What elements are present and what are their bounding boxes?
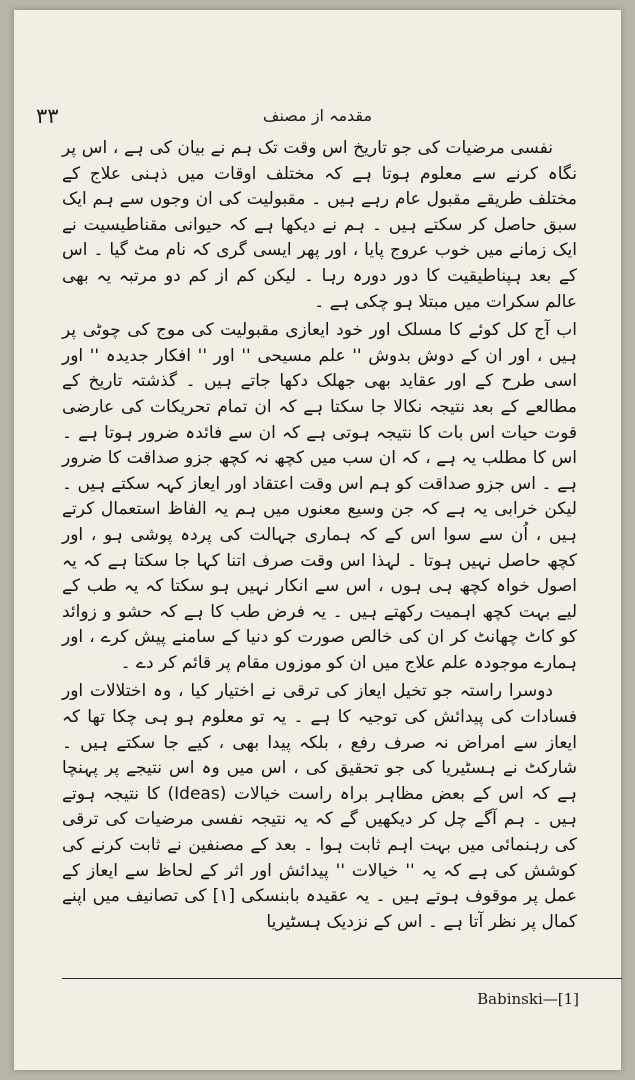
book-page — [14, 10, 621, 1070]
page-header — [14, 104, 621, 132]
footnote: Babinski—[1] — [477, 990, 579, 1008]
page-number: ۳۳ — [36, 104, 59, 128]
running-head: مقدمہ از مصنف — [262, 106, 373, 125]
body-text — [62, 136, 577, 935]
paragraph-2: اب آج کل کوئے کا مسلک اور خود ایعازی مقبولیت کی موج کی چوٹی پر ہیں ، اور ان کے دوش بدوش '' علم مسیحی '' اور '' افکار جدیدہ '' اور اسی طرح کے اور عقاید بھی جھلک دکھا جاتے ہیں ۔ گذشتہ تاریخ کے مطالعے کے بعد نتیجہ نکالا جا سکتا ہے کہ ان تمام تحریکات کی عارضی قوت حیات اس بات کا نتیجہ ہوتی ہے کہ ان سے فائدہ ضرور ہوتا ہے ۔ اس کا مطلب یہ ہے ، کہ ان سب میں کچھ نہ کچھ جزو صداقت کا ضرور ہے ۔ اس جزو صداقت کو ہم اس وقت اعتقاد اور ایعاز کہہ سکتے ہیں ۔ لیکن خرابی یہ ہے کہ جن وسیع معنوں میں ہم یہ الفاظ استعمال کرتے ہیں ، اُن سے سوا اس کے کہ ہماری جہالت کی پردہ پوشی ہو ، اور کچھ حاصل نہیں ہوتا ۔ لہذا اس وقت صرف اتنا کہا جا سکتا ہے کہ یہ اصول خواہ کچھ ہی ہوں ، اس سے انکار نہیں ہو سکتا کہ یہ طب کے لیے بہت کچھ اہمیت رکھتے ہیں ۔ یہ فرض طب کا ہے کہ حشو و زوائد کو کاٹ چھانٹ کر ان کی خالص صورت کو دنیا کے سامنے پیش کرے ، اور ہمارے موجودہ علم علاج میں ان کو موزوں مقام پر قائم کر دے ۔ — [62, 320, 577, 673]
paragraph-1: نفسی مرضیات کی جو تاریخ اس وقت تک ہم نے بیان کی ہے ، اس پر نگاہ کرنے سے معلوم ہوتا ہے کہ مختلف اوقات میں ذہنی علاج کے مختلف طریقے مقبول عام رہے ہیں ۔ مقبولیت کی ان وجوں سے ہم ایک سبق حاصل کر سکتے ہیں ۔ ہم نے دیکھا ہے کہ حیوانی مقناطیسیت نے ایک زمانے میں خوب عروج پایا ، اور پھر ایسی گری کہ نام مٹ گیا ۔ اس کے بعد ہپناطیقیت کا دور دورہ رہا ۔ لیکن کم از کم دو مرتبہ یہ بھی عالم سکرات میں مبتلا ہو چکی ہے ۔ — [62, 138, 577, 312]
paragraph-3: دوسرا راستہ جو تخیل ایعاز کی ترقی نے اختیار کیا ، وہ اختلالات اور فسادات کی پیدائش کی توجیہ کا ہے ۔ یہ تو معلوم ہو ہی چکا تھا کہ ایعاز سے امراض نہ صرف رفع ، بلکہ پیدا بھی ، کیے جا سکتے ہیں ۔ شارکٹ نے ہسٹیریا کی جو تحقیق کی ، اس میں وہ اس نتیجے پر پہنچا ہے کہ اس کے بعض مظاہر براہ راست خیالات (Ideas) کا نتیجہ ہوتے ہیں ۔ ہم آگے چل کر دیکھیں گے کہ یہ نتیجہ نفسی مرضیات کی ترقی کی رہنمائی میں بہت اہم ثابت ہوا ۔ بعد کے مصنفین نے ثابت کرنے کی کوشش کی ہے کہ یہ '' خیالات '' پیدائش اور اثر کے لحاظ سے ایعاز کے عمل پر موقوف ہوتے ہیں ۔ یہ عقیدہ بابنسکی [۱] کی تصانیف میں اپنے کمال پر نظر آتا ہے ۔ اس کے نزدیک ہسٹیریا — [62, 681, 577, 932]
footnote-divider — [62, 978, 622, 979]
